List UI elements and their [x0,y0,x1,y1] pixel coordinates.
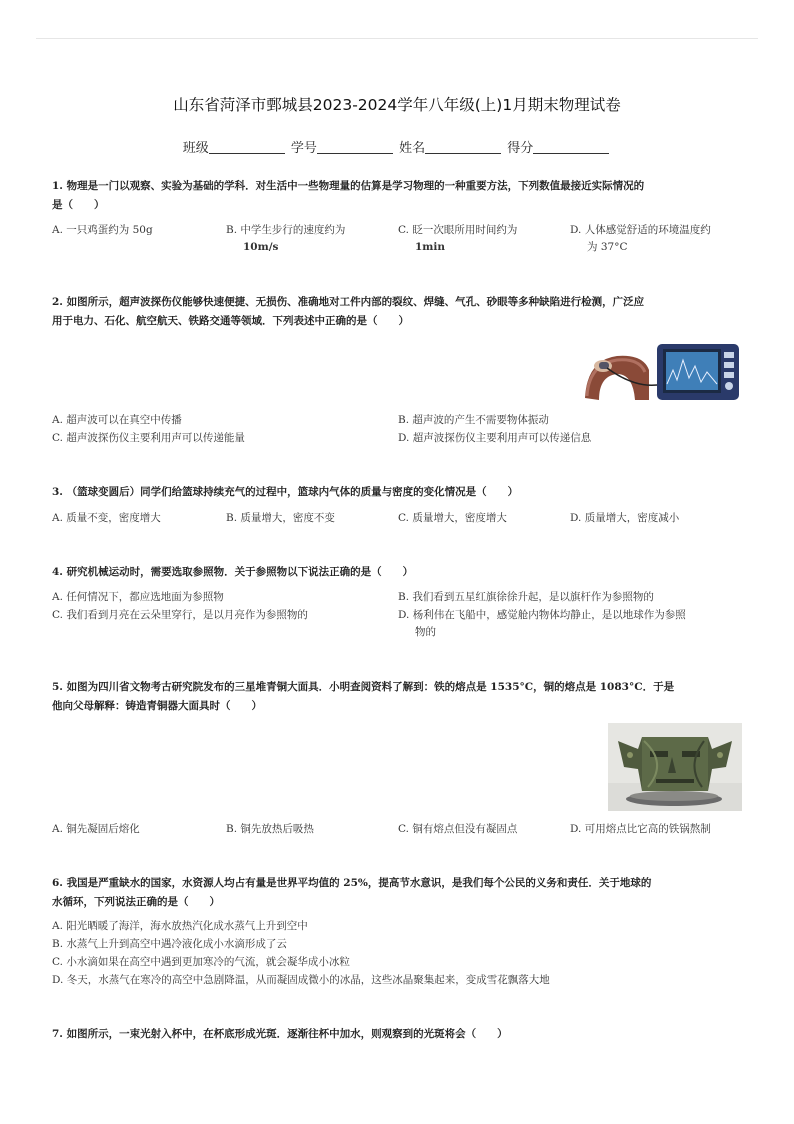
q4-option-a[interactable]: A. 任何情况下，都应选地面为参照物 [52,591,224,603]
q6-option-b[interactable]: B. 水蒸气上升到高空中遇冷液化成小水滴形成了云 [52,938,287,950]
question-2-stem: 2. 如图所示，超声波探伤仪能够快速便捷、无损伤、准确地对工件内部的裂纹、焊缝、气孔、砂眼等多种缺陷进行检测，广泛应 用于电力、石化、航空航天、铁路交通等领域．下列表述中正确的是（ ） [52,296,645,327]
number-blank[interactable] [317,141,393,154]
class-blank[interactable] [209,141,285,154]
top-rule [36,38,758,39]
question-6-stem: 6. 我国是严重缺水的国家，水资源人均占有量是世界平均值的 25%，提高节水意识，是我们每个公民的义务和责任．关于地球的 水循环，下列说法正确的是（ ） [52,877,652,908]
score-blank[interactable] [533,141,609,154]
q3-option-a[interactable]: A. 质量不变，密度增大 [52,512,161,524]
exam-title: 山东省菏泽市鄄城县2023-2024学年八年级(上)1月期末物理试卷 [173,96,621,114]
name-label: 姓名 [399,141,426,156]
q2-option-a[interactable]: A. 超声波可以在真空中传播 [52,414,182,426]
number-label: 学号 [290,141,317,156]
q3-option-b[interactable]: B. 质量增大，密度不变 [226,512,335,524]
q1-option-c[interactable]: C. 眨一次眼所用时间约为 1min [398,224,518,253]
question-7-stem: 7. 如图所示，一束光射入杯中，在杯底形成光斑．逐渐往杯中加水，则观察到的光斑将会（ ） [52,1028,508,1040]
q2-option-b[interactable]: B. 超声波的产生不需要物体振动 [398,414,549,426]
q4-option-c[interactable]: C. 我们看到月亮在云朵里穿行，是以月亮作为参照物的 [52,609,308,621]
q4-option-b[interactable]: B. 我们看到五星红旗徐徐升起，是以旗杆作为参照物的 [398,591,654,603]
q2-option-d[interactable]: D. 超声波探伤仪主要利用声可以传递信息 [398,432,592,444]
class-label: 班级 [182,141,209,156]
q5-option-b[interactable]: B. 铜先放热后吸热 [226,823,314,835]
q6-option-c[interactable]: C. 小水滴如果在高空中遇到更加寒冷的气流，就会凝华成小冰粒 [52,956,350,968]
name-blank[interactable] [425,141,501,154]
question-1-stem: 1. 物理是一门以观察、实验为基础的学科．对生活中一些物理量的估算是学习物理的一种重要方法，下列数值最接近实际情况的 是（ ） [52,180,645,211]
student-info-line [0,137,794,156]
q1-option-a[interactable]: A. 一只鸡蛋约为 50g [52,224,153,236]
question-5-stem: 5. 如图为四川省文物考古研究院发布的三星堆青铜大面具．小明查阅资料了解到：铁的熔点是 1535°C，铜的熔点是 1083°C．于是 他向父母解释：铸造青铜器大面具时（ ） [52,681,675,712]
q5-option-a[interactable]: A. 铜先凝固后熔化 [52,823,140,835]
ultrasonic-detector-figure [577,340,743,404]
q5-option-c[interactable]: C. 铜有熔点但没有凝固点 [398,823,518,835]
q5-option-d[interactable]: D. 可用熔点比它高的铁锅熬制 [570,823,711,835]
q6-option-d[interactable]: D. 冬天，水蒸气在寒冷的高空中急剧降温，从而凝固成微小的冰晶，这些冰晶聚集起来，变成雪花飘落大地 [52,974,550,986]
q4-option-d[interactable]: D. 杨利伟在飞船中，感觉舱内物体均静止，是以地球作为参照 物的 [398,609,686,638]
q3-option-c[interactable]: C. 质量增大，密度增大 [398,512,507,524]
q1-option-b[interactable]: B. 中学生步行的速度约为 10m/s [226,224,346,253]
q6-option-a[interactable]: A. 阳光晒暖了海洋，海水放热汽化成水蒸气上升到空中 [52,920,308,932]
q2-option-c[interactable]: C. 超声波探伤仪主要利用声可以传递能量 [52,432,245,444]
question-4-stem: 4. 研究机械运动时，需要选取参照物．关于参照物以下说法正确的是（ ） [52,566,414,578]
score-label: 得分 [507,141,534,156]
question-3-stem: 3. （篮球变圆后）同学们给篮球持续充气的过程中，篮球内气体的质量与密度的变化情况是（ ） [52,486,519,498]
bronze-mask-figure [608,723,742,811]
q3-option-d[interactable]: D. 质量增大，密度减小 [570,512,680,524]
q1-option-d[interactable]: D. 人体感觉舒适的环境温度约 为 37°C [570,224,711,253]
